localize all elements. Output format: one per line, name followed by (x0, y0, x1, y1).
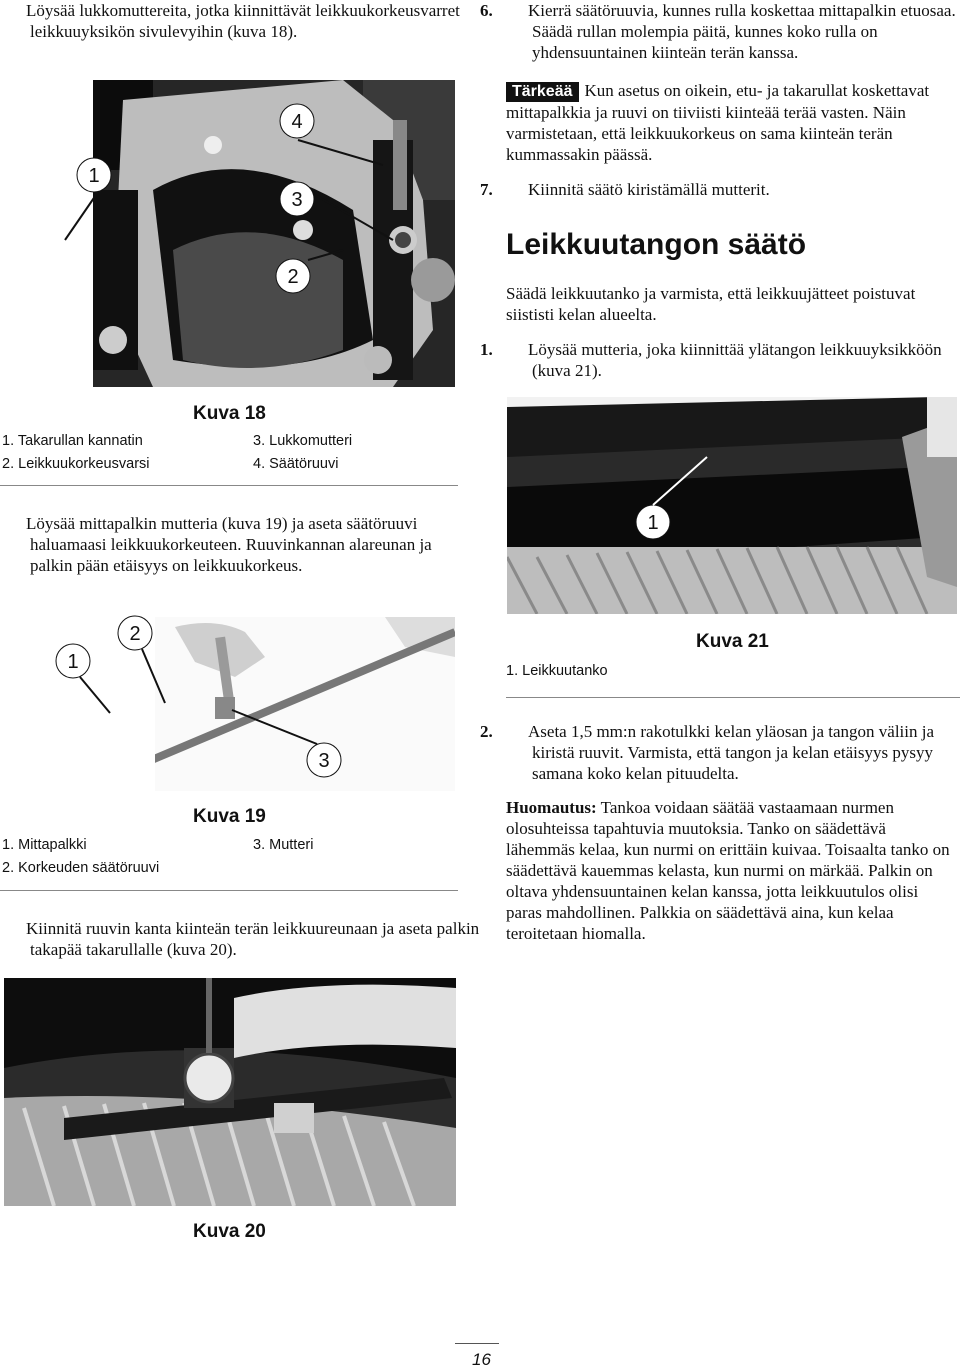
step-number: 2. (480, 722, 493, 741)
step-1 (480, 339, 952, 381)
step-3 (4, 0, 460, 42)
legend-number: 2. (2, 456, 15, 472)
legend-number: 4. (253, 456, 266, 472)
callout-4: 4 (291, 111, 303, 133)
callout-3: 3 (318, 750, 330, 772)
figure-19-title: Kuva 19 (193, 806, 266, 827)
divider (506, 697, 960, 698)
step-number: 7. (480, 180, 493, 199)
page-number: 16 (472, 1350, 491, 1369)
legend-label: Mittapalkki (18, 837, 87, 853)
figure-21-photo (507, 397, 957, 614)
important-note (506, 80, 956, 165)
divider (0, 890, 458, 891)
figure-18-legend-3 (253, 431, 352, 451)
footer-divider (455, 1343, 499, 1344)
figure-20-drawing (4, 978, 456, 1206)
figure-19-callouts (40, 615, 420, 785)
figure-21-title: Kuva 21 (696, 631, 769, 652)
step-4 (4, 513, 470, 576)
figure-21-drawing (507, 397, 957, 614)
callout-3: 3 (291, 189, 303, 211)
step-number: 1. (480, 340, 493, 359)
step-number (4, 513, 26, 534)
figure-20-title: Kuva 20 (193, 1221, 266, 1242)
legend-label: Korkeuden säätöruuvi (18, 860, 160, 876)
figure-18-legend-2 (2, 454, 150, 474)
legend-number: 1. (506, 663, 519, 679)
step-number (4, 0, 26, 21)
figure-18-callouts (60, 100, 360, 300)
legend-number: 2. (2, 860, 15, 876)
important-label: Tärkeää (506, 82, 579, 102)
legend-label: Leikkuukorkeusvarsi (18, 456, 150, 472)
step-text: Aseta 1,5 mm:n rakotulkki kelan yläosan ja tangon väliin ja kiristä ruuvit. Varmista, että tangon ja kelan etäisyys pysyy samana koko kelan pituudelta. (528, 722, 935, 783)
legend-label: Lukkomutteri (269, 433, 353, 449)
step-5 (4, 918, 480, 960)
callout-1: 1 (67, 651, 79, 673)
legend-label: Leikkuutanko (522, 663, 608, 679)
legend-number: 1. (2, 837, 15, 853)
step-text: Kiinnitä säätö kiristämällä mutterit. (528, 180, 770, 199)
step-text: Löysää mittapalkin mutteria (kuva 19) ja aseta säätöruuvi haluamaasi leikkuukorkeuteen. Ruuvinkannan alareunan ja palkin pään etäisyys on leikkuukorkeus. (26, 514, 432, 575)
legend-label: Säätöruuvi (269, 456, 339, 472)
section-heading: Leikkuutangon säätö (506, 228, 807, 261)
figure-20-photo (4, 978, 456, 1206)
step-text: Löysää lukkomuttereita, jotka kiinnittävät leikkuukorkeusvarret leikkuuyksikön sivulevyihin (kuva 18). (26, 1, 460, 41)
figure-19-legend-1 (2, 835, 87, 855)
legend-number: 3. (253, 433, 266, 449)
step-text: Kierrä säätöruuvia, kunnes rulla koskettaa mittapalkin etuosaa. Säädä rullan molempia päitä, kunnes koko rulla on yhdensuuntainen kiinteän terän kanssa. (528, 1, 956, 62)
callout-1: 1 (88, 165, 100, 187)
step-6 (480, 0, 960, 63)
legend-number: 3. (253, 837, 266, 853)
figure-18-legend-1 (2, 431, 143, 451)
step-7 (480, 179, 960, 200)
figure-19-legend-3 (253, 835, 313, 855)
step-text: Kiinnitä ruuvin kanta kiinteän terän leikkuureunaan ja aseta palkin takapää takarullalle (kuva 20). (26, 919, 480, 959)
legend-number: 1. (2, 433, 15, 449)
legend-label: Mutteri (269, 837, 314, 853)
legend-label: Takarullan kannatin (17, 433, 143, 449)
section-intro: Säädä leikkuutanko ja varmista, että leikkuujätteet poistuvat siististi kelan alueelta. (506, 284, 916, 324)
step-text: Löysää mutteria, joka kiinnittää ylätangon leikkuuyksikköön (kuva 21). (528, 340, 942, 380)
note-text: Tankoa voidaan säätää vastaamaan nurmen olosuhteissa tapahtuvia muutoksia. Tanko on säädettävä lähemmäs kelaa, kun nurmi on erittäin kuivaa. Toisaalta tanko on säädettävä kauemmas kelasta, kun nurmi on märkää. Palkin on oltava yhdensuuntainen kelan kanssa, jotta leikkuutulos olisi paras mahdollinen. Palkkia on säädettävä aina, kun kelaa teroitetaan hiomalla. (506, 798, 950, 943)
step-number: 6. (480, 1, 493, 20)
figure-18-title: Kuva 18 (193, 403, 266, 424)
callout-1: 1 (647, 512, 659, 534)
step-2 (480, 721, 960, 784)
step-number (4, 918, 26, 939)
figure-21-legend-1 (506, 661, 608, 681)
note-label: Huomautus: (506, 798, 597, 817)
divider (0, 485, 458, 486)
callout-2: 2 (287, 266, 299, 288)
figure-18-legend-4 (253, 454, 338, 474)
callout-2: 2 (129, 623, 141, 645)
note (506, 797, 952, 944)
important-text: Kun asetus on oikein, etu- ja takarullat koskettavat mittapalkkia ja ruuvi on tiiviisti kiinteää terää vasten. Näin varmistetaan, että leikkuukorkeus on sama kiinteän terän kummassakin päässä. (506, 81, 930, 164)
figure-19-legend-2 (2, 858, 159, 878)
